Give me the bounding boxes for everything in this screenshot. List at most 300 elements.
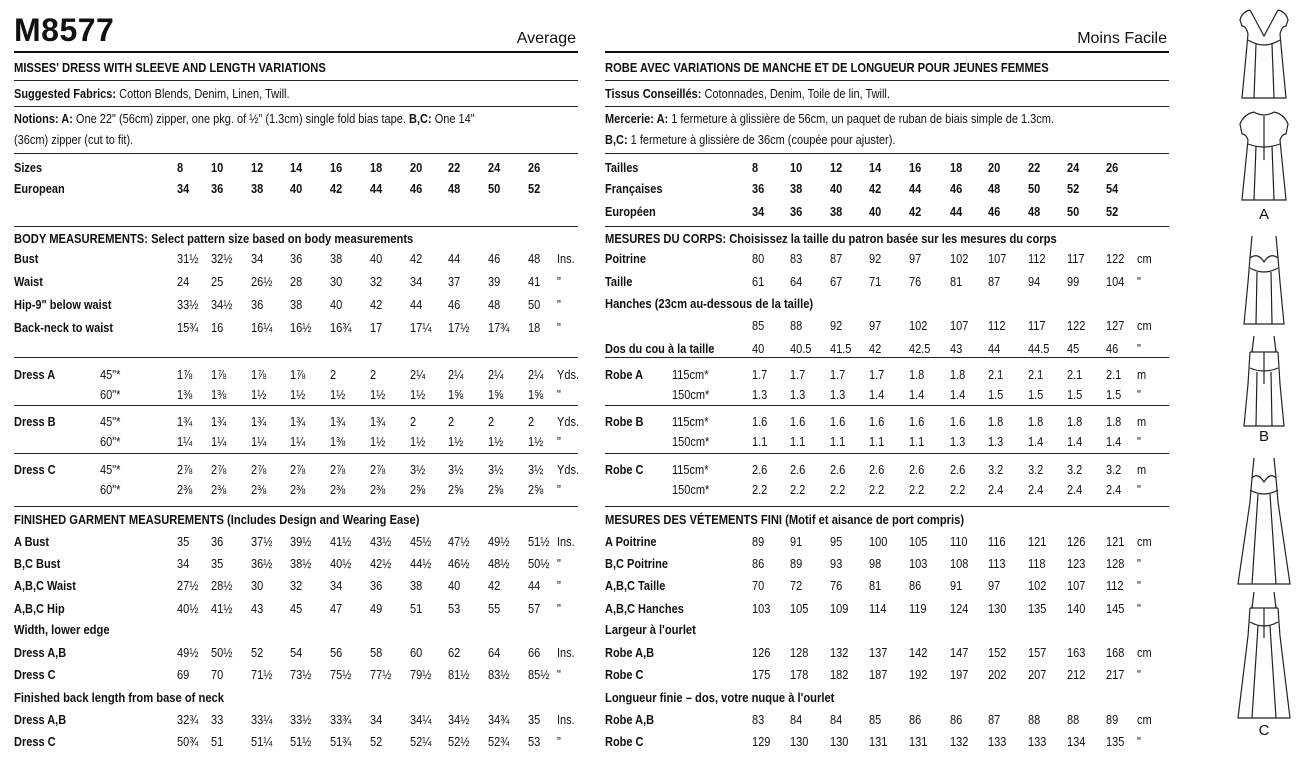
cell-value: 1.6 (829, 415, 846, 429)
cell-value: 1⅞ (176, 368, 193, 382)
dress-illustrations (1228, 0, 1300, 763)
cell-value: 26½ (250, 275, 273, 289)
cell-value: 105 (789, 602, 809, 616)
cell-value: 89 (789, 557, 803, 571)
cell-value: 135 (1027, 602, 1047, 616)
cell-value: 85 (751, 319, 765, 333)
row-label: Dress C (14, 463, 56, 477)
cell-value: 1.5 (1067, 388, 1083, 402)
cell-value: 2⅞ (329, 463, 346, 477)
cell-value: 40.5 (789, 342, 812, 356)
cell-value: 2.4 (987, 483, 1004, 497)
european-sizes-row (605, 202, 1168, 222)
cell-value: 212 (1067, 668, 1086, 682)
finished-measurement-row (14, 554, 577, 574)
figure-label-c: C (1258, 722, 1270, 739)
cell-value: 36 (751, 182, 765, 196)
cell-value: 1½ (250, 388, 267, 402)
cell-value: 40 (869, 205, 882, 219)
unit: Ins. (556, 713, 575, 727)
cell-value: 2⅜ (250, 483, 267, 497)
cell-value: 1.3 (949, 435, 966, 449)
unit: Ins. (556, 646, 575, 660)
cell-value: 2 (447, 415, 455, 429)
cell-value: 1.3 (789, 388, 806, 402)
cell-value: 103 (908, 557, 928, 571)
cell-value: 77½ (369, 668, 392, 682)
cell-value: 39 (487, 275, 501, 289)
cell-value: 217 (1105, 668, 1125, 682)
cell-value: 34½ (447, 713, 470, 727)
yardage-row (14, 460, 580, 480)
cell-value: 202 (987, 668, 1007, 682)
dress-c-front-icon (1228, 454, 1300, 589)
unit: m (1136, 463, 1147, 477)
cell-value: 97 (908, 252, 922, 266)
cell-value: 1.6 (869, 415, 885, 429)
cell-value: 44 (369, 182, 383, 196)
unit: " (1136, 668, 1141, 682)
cell-value: 1.8 (1105, 415, 1122, 429)
body-measurement-row (14, 249, 577, 269)
cell-value: 42.5 (908, 342, 931, 356)
unit: cm (1136, 535, 1152, 549)
cell-value: 39½ (289, 535, 312, 549)
cell-value: 16½ (289, 321, 312, 335)
unit: Yds. (556, 368, 580, 382)
cell-value: 49½ (487, 535, 510, 549)
cell-value: 88 (789, 319, 803, 333)
cell-value: 133 (987, 735, 1007, 749)
cell-value: 133 (1027, 735, 1047, 749)
cell-value: 8 (176, 161, 184, 175)
unit: " (1136, 483, 1141, 497)
cell-value: 51¾ (329, 735, 352, 749)
cell-value: 2⅜ (289, 483, 306, 497)
cell-value: 48½ (487, 557, 510, 571)
cell-value: 20 (410, 161, 423, 175)
cell-value: 1.1 (829, 435, 846, 449)
cell-value: 95 (829, 535, 843, 549)
cell-value: 2⅜ (176, 483, 193, 497)
cell-value: 81 (869, 579, 882, 593)
row-label: Dress A,B (14, 713, 67, 727)
unit: " (556, 579, 561, 593)
unit: " (556, 735, 561, 749)
cell-value: 35 (527, 713, 541, 727)
cell-value: 71 (869, 275, 882, 289)
yardage-row (14, 412, 580, 432)
cell-value: 44 (987, 342, 1001, 356)
cell-value: 1.5 (987, 388, 1004, 402)
cell-value: 20 (987, 161, 1001, 175)
cell-value: 64 (487, 646, 501, 660)
cell-value: 2⅜ (210, 483, 227, 497)
row-label: B,C Poitrine (605, 557, 668, 571)
cell-value: 38 (250, 182, 264, 196)
cell-value: 47½ (447, 535, 470, 549)
cell-value: 15¾ (176, 321, 199, 335)
cell-value: 8 (751, 161, 759, 175)
cell-value: 52 (1105, 205, 1119, 219)
cell-value: 42 (487, 579, 501, 593)
cell-value: 44 (949, 205, 963, 219)
cell-value: 119 (908, 602, 927, 616)
cell-value: 1½ (329, 388, 346, 402)
cell-value: 2.6 (949, 463, 966, 477)
body-measurement-row (14, 272, 577, 292)
cell-value: 124 (949, 602, 969, 616)
cell-value: 33½ (176, 298, 199, 312)
row-label: A,B,C Hanches (605, 602, 684, 616)
cell-value: 34 (329, 579, 343, 593)
cell-value: 1.8 (1067, 415, 1083, 429)
cell-value: 47 (329, 602, 343, 616)
sizes-row (14, 158, 577, 178)
divider (14, 106, 578, 107)
cell-value: 50 (487, 182, 501, 196)
row-label: Poitrine (605, 252, 646, 266)
row-label: Waist (14, 275, 43, 289)
cell-value: 1¼ (210, 435, 227, 449)
yardage-row (605, 412, 1168, 432)
cell-value: 3½ (487, 463, 504, 477)
cell-value: 42 (329, 182, 343, 196)
fabric-width: 150cm* (671, 435, 710, 449)
cell-value: 44.5 (1027, 342, 1050, 356)
cell-value: 44½ (410, 557, 432, 571)
cell-value: 1.3 (987, 435, 1004, 449)
cell-value: 56 (329, 646, 343, 660)
finished-measurement-row (605, 532, 1168, 552)
cell-value: 76 (908, 275, 922, 289)
unit: " (1136, 735, 1141, 749)
body-measurement-row (605, 272, 1168, 292)
cell-value: 117 (1067, 252, 1085, 266)
cell-value: 131 (908, 735, 928, 749)
english-column (14, 0, 578, 763)
cell-value: 66 (527, 646, 541, 660)
cell-value: 1.1 (789, 435, 806, 449)
unit: cm (1136, 252, 1152, 266)
fabric-width: 115cm* (671, 463, 709, 477)
fabric-width: 45"* (99, 415, 121, 429)
cell-value: 89 (1105, 713, 1119, 727)
cell-value: 110 (949, 535, 968, 549)
unit: " (1136, 388, 1141, 402)
cell-value: 182 (829, 668, 849, 682)
notions-line-2: B,C: 1 fermeture à glissière de 36cm (coupée pour ajuster). (605, 133, 896, 147)
row-label: B,C Bust (14, 557, 61, 571)
cell-value: 142 (908, 646, 928, 660)
divider (605, 405, 1169, 406)
cell-value: 32 (369, 275, 383, 289)
cell-value: 40½ (176, 602, 199, 616)
unit: Ins. (556, 252, 575, 266)
cell-value: 1.7 (751, 368, 768, 382)
cell-value: 40 (829, 182, 843, 196)
cell-value: 122 (1067, 319, 1086, 333)
difficulty-level: Average (516, 30, 576, 47)
cell-value: 38 (329, 252, 343, 266)
fabric-width: 45"* (99, 368, 121, 382)
cell-value: 52 (250, 646, 264, 660)
cell-value: 53 (527, 735, 541, 749)
cell-value: 26 (527, 161, 541, 175)
cell-value: 1⅞ (210, 368, 227, 382)
cell-value: 36 (250, 298, 264, 312)
row-label: Bust (14, 252, 39, 266)
cell-value: 40 (369, 252, 383, 266)
cell-value: 126 (751, 646, 771, 660)
cell-value: 197 (949, 668, 969, 682)
cell-value: 52½ (447, 735, 470, 749)
cell-value: 54 (1105, 182, 1119, 196)
cell-value: 1.6 (789, 415, 806, 429)
cell-value: 34 (176, 557, 190, 571)
cell-value: 2.2 (751, 483, 768, 497)
row-label: A,B,C Waist (14, 579, 76, 593)
cell-value: 35 (176, 535, 190, 549)
row-label: Dress A (14, 368, 56, 382)
cell-value: 50 (527, 298, 541, 312)
cell-value: 2.2 (829, 483, 846, 497)
cell-value: 117 (1027, 319, 1046, 333)
cell-value: 73½ (289, 668, 312, 682)
cell-value: 2 (329, 368, 337, 382)
divider (605, 506, 1169, 507)
cell-value: 45 (1067, 342, 1080, 356)
cell-value: 3.2 (1027, 463, 1044, 477)
cell-value: 80 (751, 252, 765, 266)
cell-value: 94 (1027, 275, 1041, 289)
length-row (14, 732, 577, 752)
unit: m (1136, 368, 1147, 382)
european-sizes-row (14, 179, 577, 199)
cell-value: 32½ (210, 252, 233, 266)
cell-value: 2⅞ (250, 463, 267, 477)
cell-value: 2.6 (789, 463, 806, 477)
unit: " (1136, 557, 1141, 571)
row-label: Robe C (605, 668, 644, 682)
cell-value: 17 (369, 321, 383, 335)
cell-value: 130 (829, 735, 849, 749)
divider (14, 357, 578, 358)
dress-b-back-icon (1228, 334, 1300, 430)
fabric-width: 150cm* (671, 483, 710, 497)
row-label: Back-neck to waist (14, 321, 114, 335)
divider (605, 453, 1169, 454)
cell-value: 163 (1067, 646, 1086, 660)
cell-value: 38 (410, 579, 423, 593)
cell-value: 37½ (250, 535, 273, 549)
figure-label-b: B (1258, 428, 1269, 445)
yardage-row (14, 480, 577, 500)
width-heading: Largeur à l'ourlet (605, 622, 696, 637)
cell-value: 1.3 (829, 388, 846, 402)
width-heading: Width, lower edge (14, 622, 110, 637)
unit: " (556, 275, 561, 289)
unit: Yds. (556, 415, 580, 429)
cell-value: 38 (829, 205, 843, 219)
cell-value: 98 (869, 557, 882, 571)
cell-value: 33 (210, 713, 224, 727)
cell-value: 52 (1067, 182, 1080, 196)
cell-value: 1.1 (751, 435, 768, 449)
cell-value: 3½ (410, 463, 426, 477)
title: MISSES' DRESS WITH SLEEVE AND LENGTH VARIATIONS (14, 60, 326, 75)
cell-value: 1¾ (250, 415, 267, 429)
cell-value: 34 (176, 182, 190, 196)
row-label: Hip-9" below waist (14, 298, 112, 312)
cell-value: 58 (369, 646, 383, 660)
cell-value: 99 (1067, 275, 1080, 289)
cell-value: 108 (949, 557, 969, 571)
cell-value: 40½ (329, 557, 352, 571)
cell-value: 137 (869, 646, 888, 660)
cell-value: 1¾ (369, 415, 386, 429)
cell-value: 86 (908, 579, 922, 593)
body-measurements-heading: BODY MEASUREMENTS: Select pattern size based on body measurements (14, 231, 414, 246)
finished-measurement-row (605, 599, 1168, 619)
cell-value: 1¼ (176, 435, 193, 449)
cell-value: 1.5 (1027, 388, 1044, 402)
cell-value: 1.7 (829, 368, 846, 382)
unit: Ins. (556, 535, 575, 549)
cell-value: 129 (751, 735, 771, 749)
cell-value: 34 (751, 205, 765, 219)
cell-value: 31½ (176, 252, 199, 266)
cell-value: 83 (789, 252, 803, 266)
cell-value: 34½ (210, 298, 233, 312)
cell-value: 25 (210, 275, 224, 289)
cell-value: 36 (210, 182, 224, 196)
cell-value: 46 (487, 252, 501, 266)
yardage-row (14, 365, 580, 385)
cell-value: 2 (487, 415, 495, 429)
cell-value: 50 (1067, 205, 1080, 219)
row-label: Robe A,B (605, 646, 655, 660)
cell-value: 1½ (289, 388, 306, 402)
cell-value: 1.7 (789, 368, 806, 382)
row-label: Tailles (605, 161, 639, 175)
divider (14, 153, 578, 154)
cell-value: 116 (987, 535, 1006, 549)
cell-value: 38 (789, 182, 803, 196)
cell-value: 2 (369, 368, 377, 382)
divider (14, 51, 578, 53)
unit: " (556, 557, 561, 571)
divider (605, 80, 1169, 81)
cell-value: 1½ (487, 435, 504, 449)
cell-value: 102 (1027, 579, 1047, 593)
title: ROBE AVEC VARIATIONS DE MANCHE ET DE LONGUEUR POUR JEUNES FEMMES (605, 60, 1049, 75)
divider (605, 357, 1169, 358)
cell-value: 1¾ (176, 415, 193, 429)
cell-value: 36½ (250, 557, 273, 571)
cell-value: 113 (987, 557, 1006, 571)
row-label: Taille (605, 275, 633, 289)
unit: " (1136, 602, 1141, 616)
row-label: Robe B (605, 415, 644, 429)
unit: " (556, 668, 561, 682)
divider (14, 226, 578, 227)
cell-value: 49 (369, 602, 383, 616)
yardage-row (605, 365, 1168, 385)
cell-value: 128 (789, 646, 809, 660)
dress-c-back-icon (1228, 590, 1300, 725)
width-row (14, 665, 577, 685)
length-heading: Longueur finie – dos, votre nuque à l'ourlet (605, 690, 835, 705)
fabric-width: 150cm* (671, 388, 710, 402)
cell-value: 100 (869, 535, 888, 549)
cell-value: 131 (869, 735, 888, 749)
cell-value: 48 (987, 182, 1001, 196)
cell-value: 27½ (176, 579, 199, 593)
cell-value: 1.4 (869, 388, 885, 402)
cell-value: 46 (410, 182, 423, 196)
fabric-width: 115cm* (671, 415, 709, 429)
dress-a-back-icon (1228, 108, 1300, 204)
divider (605, 106, 1169, 107)
cell-value: 92 (869, 252, 882, 266)
cell-value: 60 (410, 646, 423, 660)
cell-value: 22 (1027, 161, 1041, 175)
sizes-row (605, 158, 1168, 178)
cell-value: 1½ (527, 435, 544, 449)
cell-value: 28 (289, 275, 303, 289)
cell-value: 42 (908, 205, 922, 219)
cell-value: 16 (210, 321, 224, 335)
row-label: Dress A,B (14, 646, 67, 660)
cell-value: 42 (369, 298, 383, 312)
cell-value: 1⅝ (447, 388, 464, 402)
unit: " (1136, 275, 1141, 289)
cell-value: 2 (410, 415, 417, 429)
cell-value: 81 (949, 275, 963, 289)
cell-value: 40 (289, 182, 303, 196)
cell-value: 61 (751, 275, 765, 289)
yardage-row (605, 480, 1168, 500)
cell-value: 107 (1067, 579, 1086, 593)
cell-value: 107 (987, 252, 1007, 266)
row-label: Européen (605, 205, 656, 219)
cell-value: 2.4 (1105, 483, 1122, 497)
cell-value: 10 (210, 161, 224, 175)
cell-value: 24 (1067, 161, 1080, 175)
unit: " (1136, 435, 1141, 449)
cell-value: 18 (369, 161, 383, 175)
unit: cm (1136, 646, 1152, 660)
fabric-width: 60"* (99, 483, 121, 497)
cell-value: 57 (527, 602, 541, 616)
divider (605, 51, 1169, 53)
cell-value: 2.2 (908, 483, 925, 497)
cell-value: 24 (176, 275, 190, 289)
cell-value: 105 (908, 535, 928, 549)
cell-value: 14 (289, 161, 303, 175)
cell-value: 52¾ (487, 735, 510, 749)
cell-value: 34 (410, 275, 423, 289)
cell-value: 62 (447, 646, 461, 660)
cell-value: 2⅝ (447, 483, 464, 497)
cell-value: 1.4 (949, 388, 966, 402)
cell-value: 2.4 (1067, 483, 1083, 497)
cell-value: 2.2 (949, 483, 966, 497)
cell-value: 3½ (527, 463, 544, 477)
cell-value: 18 (949, 161, 963, 175)
cell-value: 44 (908, 182, 922, 196)
